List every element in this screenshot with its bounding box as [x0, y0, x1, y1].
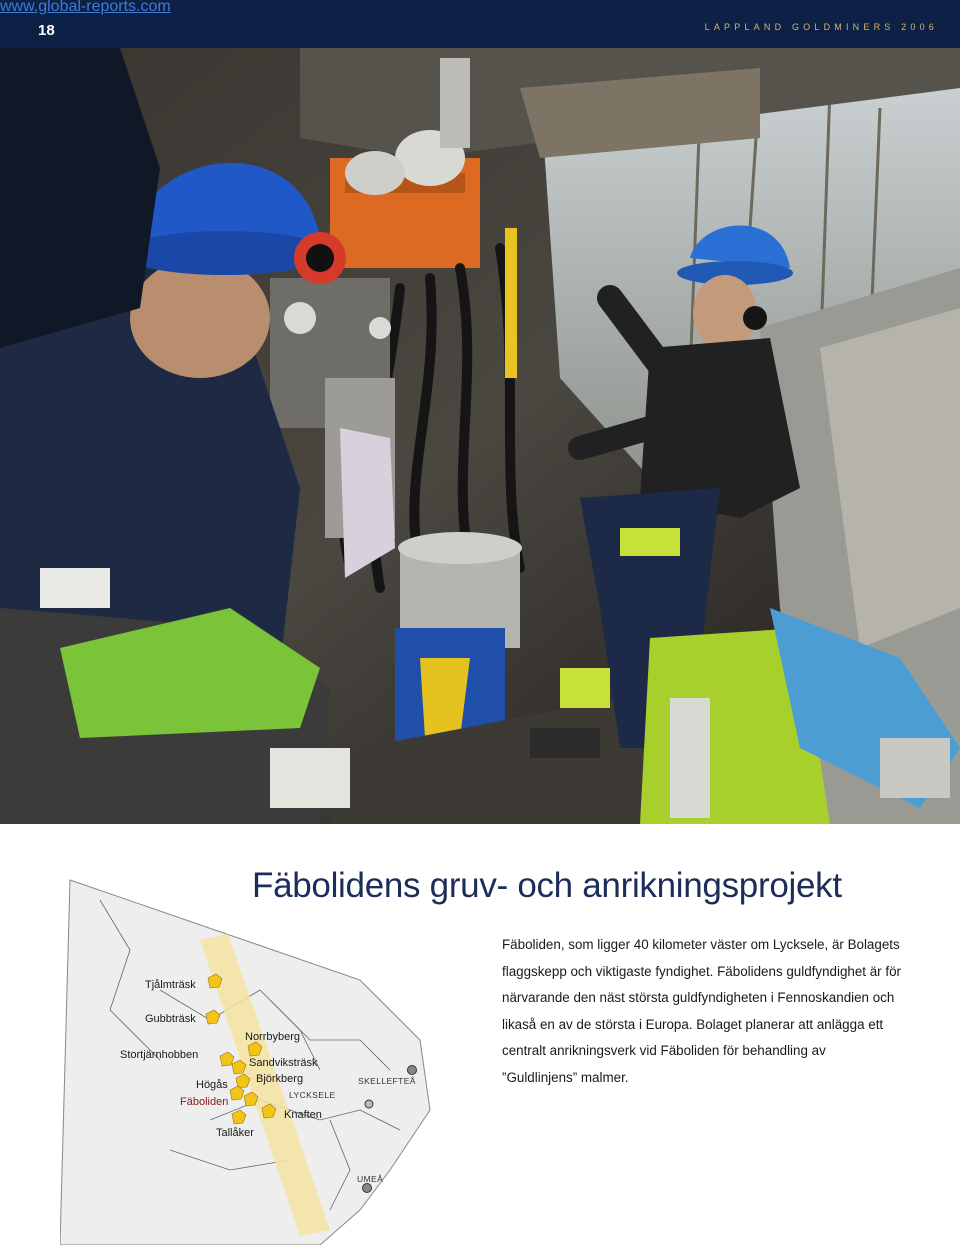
label-tjalmtrask: Tjålmträsk [145, 979, 196, 991]
label-lycksele: LYCKSELE [289, 1090, 336, 1100]
header-bar [0, 0, 960, 48]
town-dot-lycksele [365, 1100, 373, 1108]
label-tallaker: Tallåker [216, 1127, 254, 1139]
label-stortjarnhobben: Stortjärnhobben [120, 1049, 199, 1061]
region-map [60, 870, 480, 1245]
label-faboliden: Fäboliden [180, 1096, 229, 1108]
label-gubbtrask: Gubbträsk [145, 1013, 196, 1025]
label-norrbyberg: Norrbyberg [245, 1031, 301, 1043]
watermark-link[interactable]: www.global-reports.com [0, 0, 171, 15]
article-headline: Fäbolidens gruv- och anrikningsprojekt [252, 866, 842, 905]
article-body: Fäboliden, som ligger 40 kilometer väster om Lycksele, är Bolagets flaggskepp och viktigaste fyndighet. Fäbolidens guldfyndighet är för närvarande den näst största guldfyndigheten i Fennoskandien och likaså en av de största i Europa. Bolaget planerar att anlägga ett centralt anrikningsverk vid Fäboliden för behandling av ”Guldlinjens” malmer. [502, 937, 901, 1085]
page-number: 18 [38, 22, 55, 39]
label-hogas: Högås [196, 1079, 228, 1091]
label-bjorkberg: Björkberg [256, 1073, 304, 1085]
photo-illustration [0, 48, 960, 824]
label-knaften: Knaften [284, 1109, 322, 1121]
town-dot-umea [363, 1184, 372, 1193]
label-umea: UMEÅ [357, 1174, 384, 1184]
running-head: LAPPLAND GOLDMINERS 2006 [704, 22, 938, 32]
drilling-photo [0, 48, 960, 824]
label-sandvikstrask: Sandviksträsk [249, 1057, 318, 1069]
label-skelleftea: SKELLEFTEÅ [358, 1076, 416, 1086]
town-dot-skelleftea [408, 1066, 417, 1075]
